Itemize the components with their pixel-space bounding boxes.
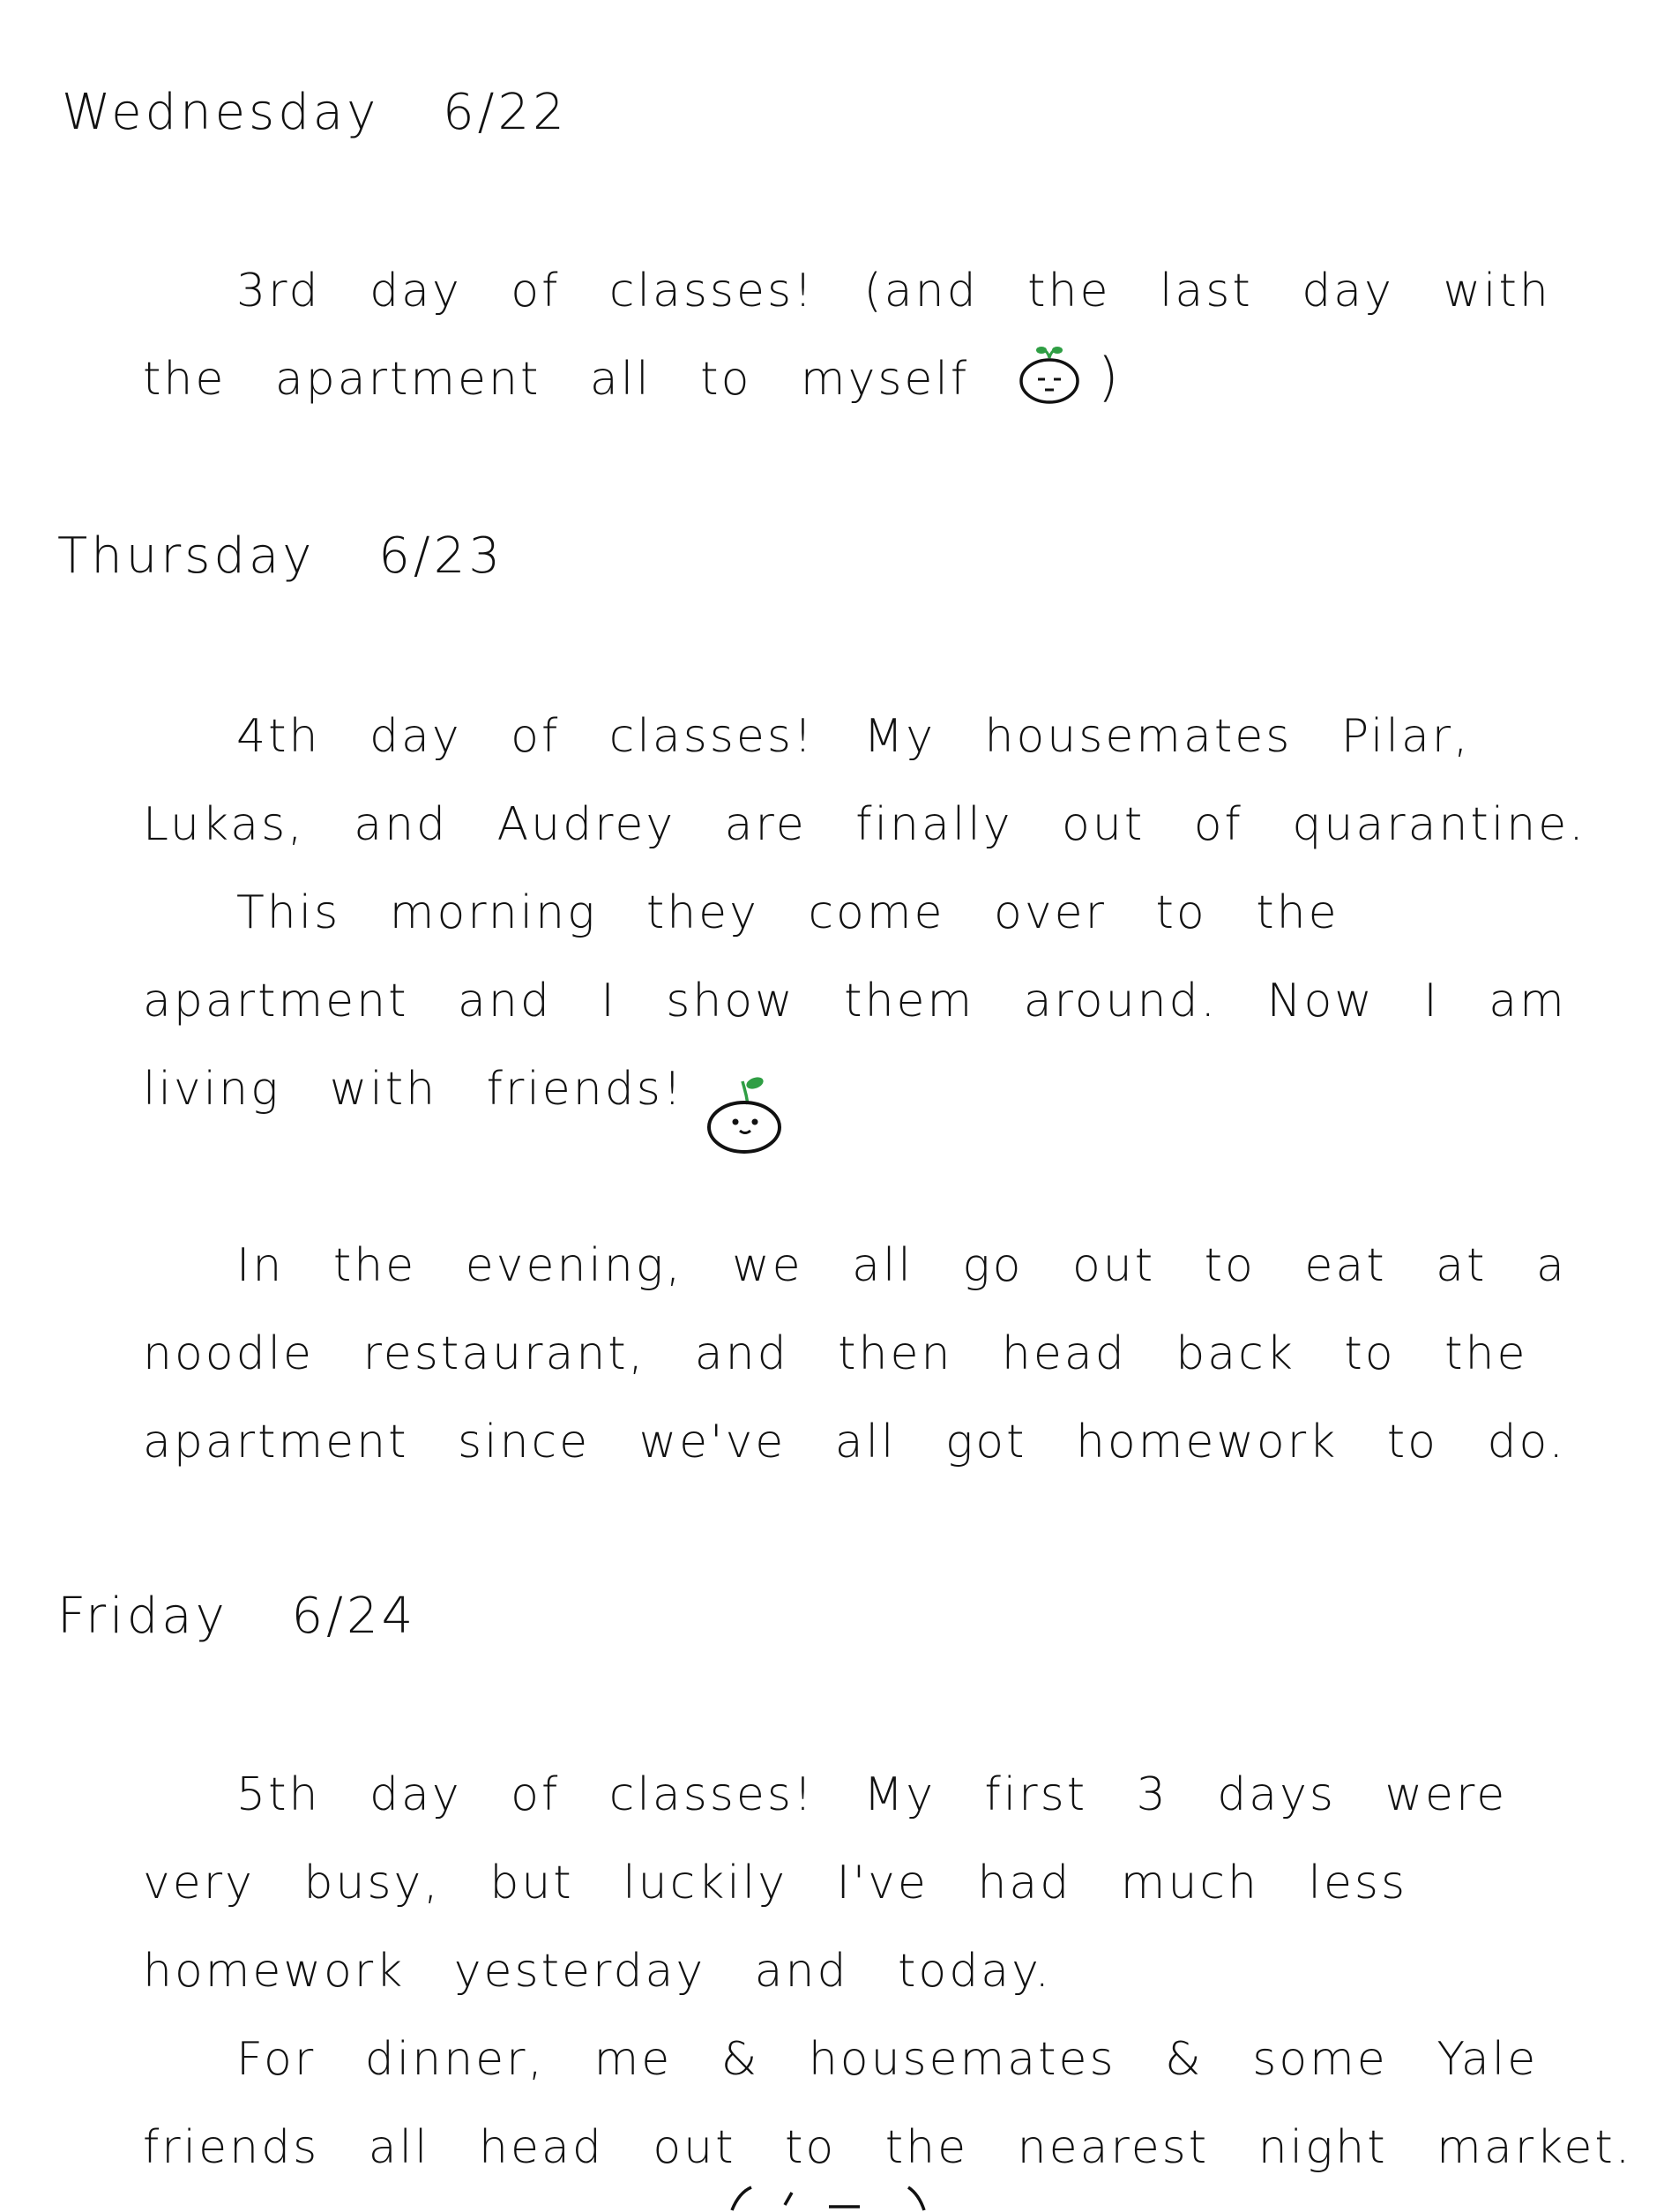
entry-line: apartment since we've all got homework to do.	[143, 1416, 1566, 1468]
entry-line: the apartment all to myself	[143, 353, 970, 406]
entry-line: noodle restaurant, and then head back to the	[143, 1327, 1528, 1380]
entry-line: apartment and I show them around. Now I am	[143, 975, 1567, 1028]
entry-line: living with friends!	[143, 1063, 684, 1116]
entry-line: Lukas, and Audrey are finally out of quarantine.	[143, 798, 1586, 851]
entry-line: In the evening, we all go out to eat at a	[236, 1239, 1567, 1292]
entry-line: friends all head out to the nearest night market.	[143, 2121, 1633, 2174]
entry-heading-thursday: Thursday 6/23	[57, 527, 504, 585]
entry-line: For dinner, me & housemates & some Yale	[236, 2033, 1539, 2086]
smiling-sprout-face-icon	[705, 1069, 794, 1157]
entry-line: This morning they come over to the	[236, 886, 1339, 939]
entry-line: homework yesterday and today.	[143, 1945, 1052, 1998]
entry-line: 5th day of classes! My first 3 days were	[236, 1768, 1508, 1821]
sleepy-sprout-face-icon	[1014, 342, 1085, 406]
entry-line: 4th day of classes! My housemates Pilar,	[236, 710, 1471, 763]
entry-heading-wednesday: Wednesday 6/22	[62, 84, 568, 141]
entry-line: 3rd day of classes! (and the last day with	[236, 265, 1551, 318]
entry-line: very busy, but luckily I've had much less	[143, 1857, 1408, 1909]
closing-parenthesis: )	[1098, 347, 1122, 408]
entry-heading-friday: Friday 6/24	[57, 1588, 417, 1645]
cropped-doodle-icon	[697, 2186, 944, 2212]
